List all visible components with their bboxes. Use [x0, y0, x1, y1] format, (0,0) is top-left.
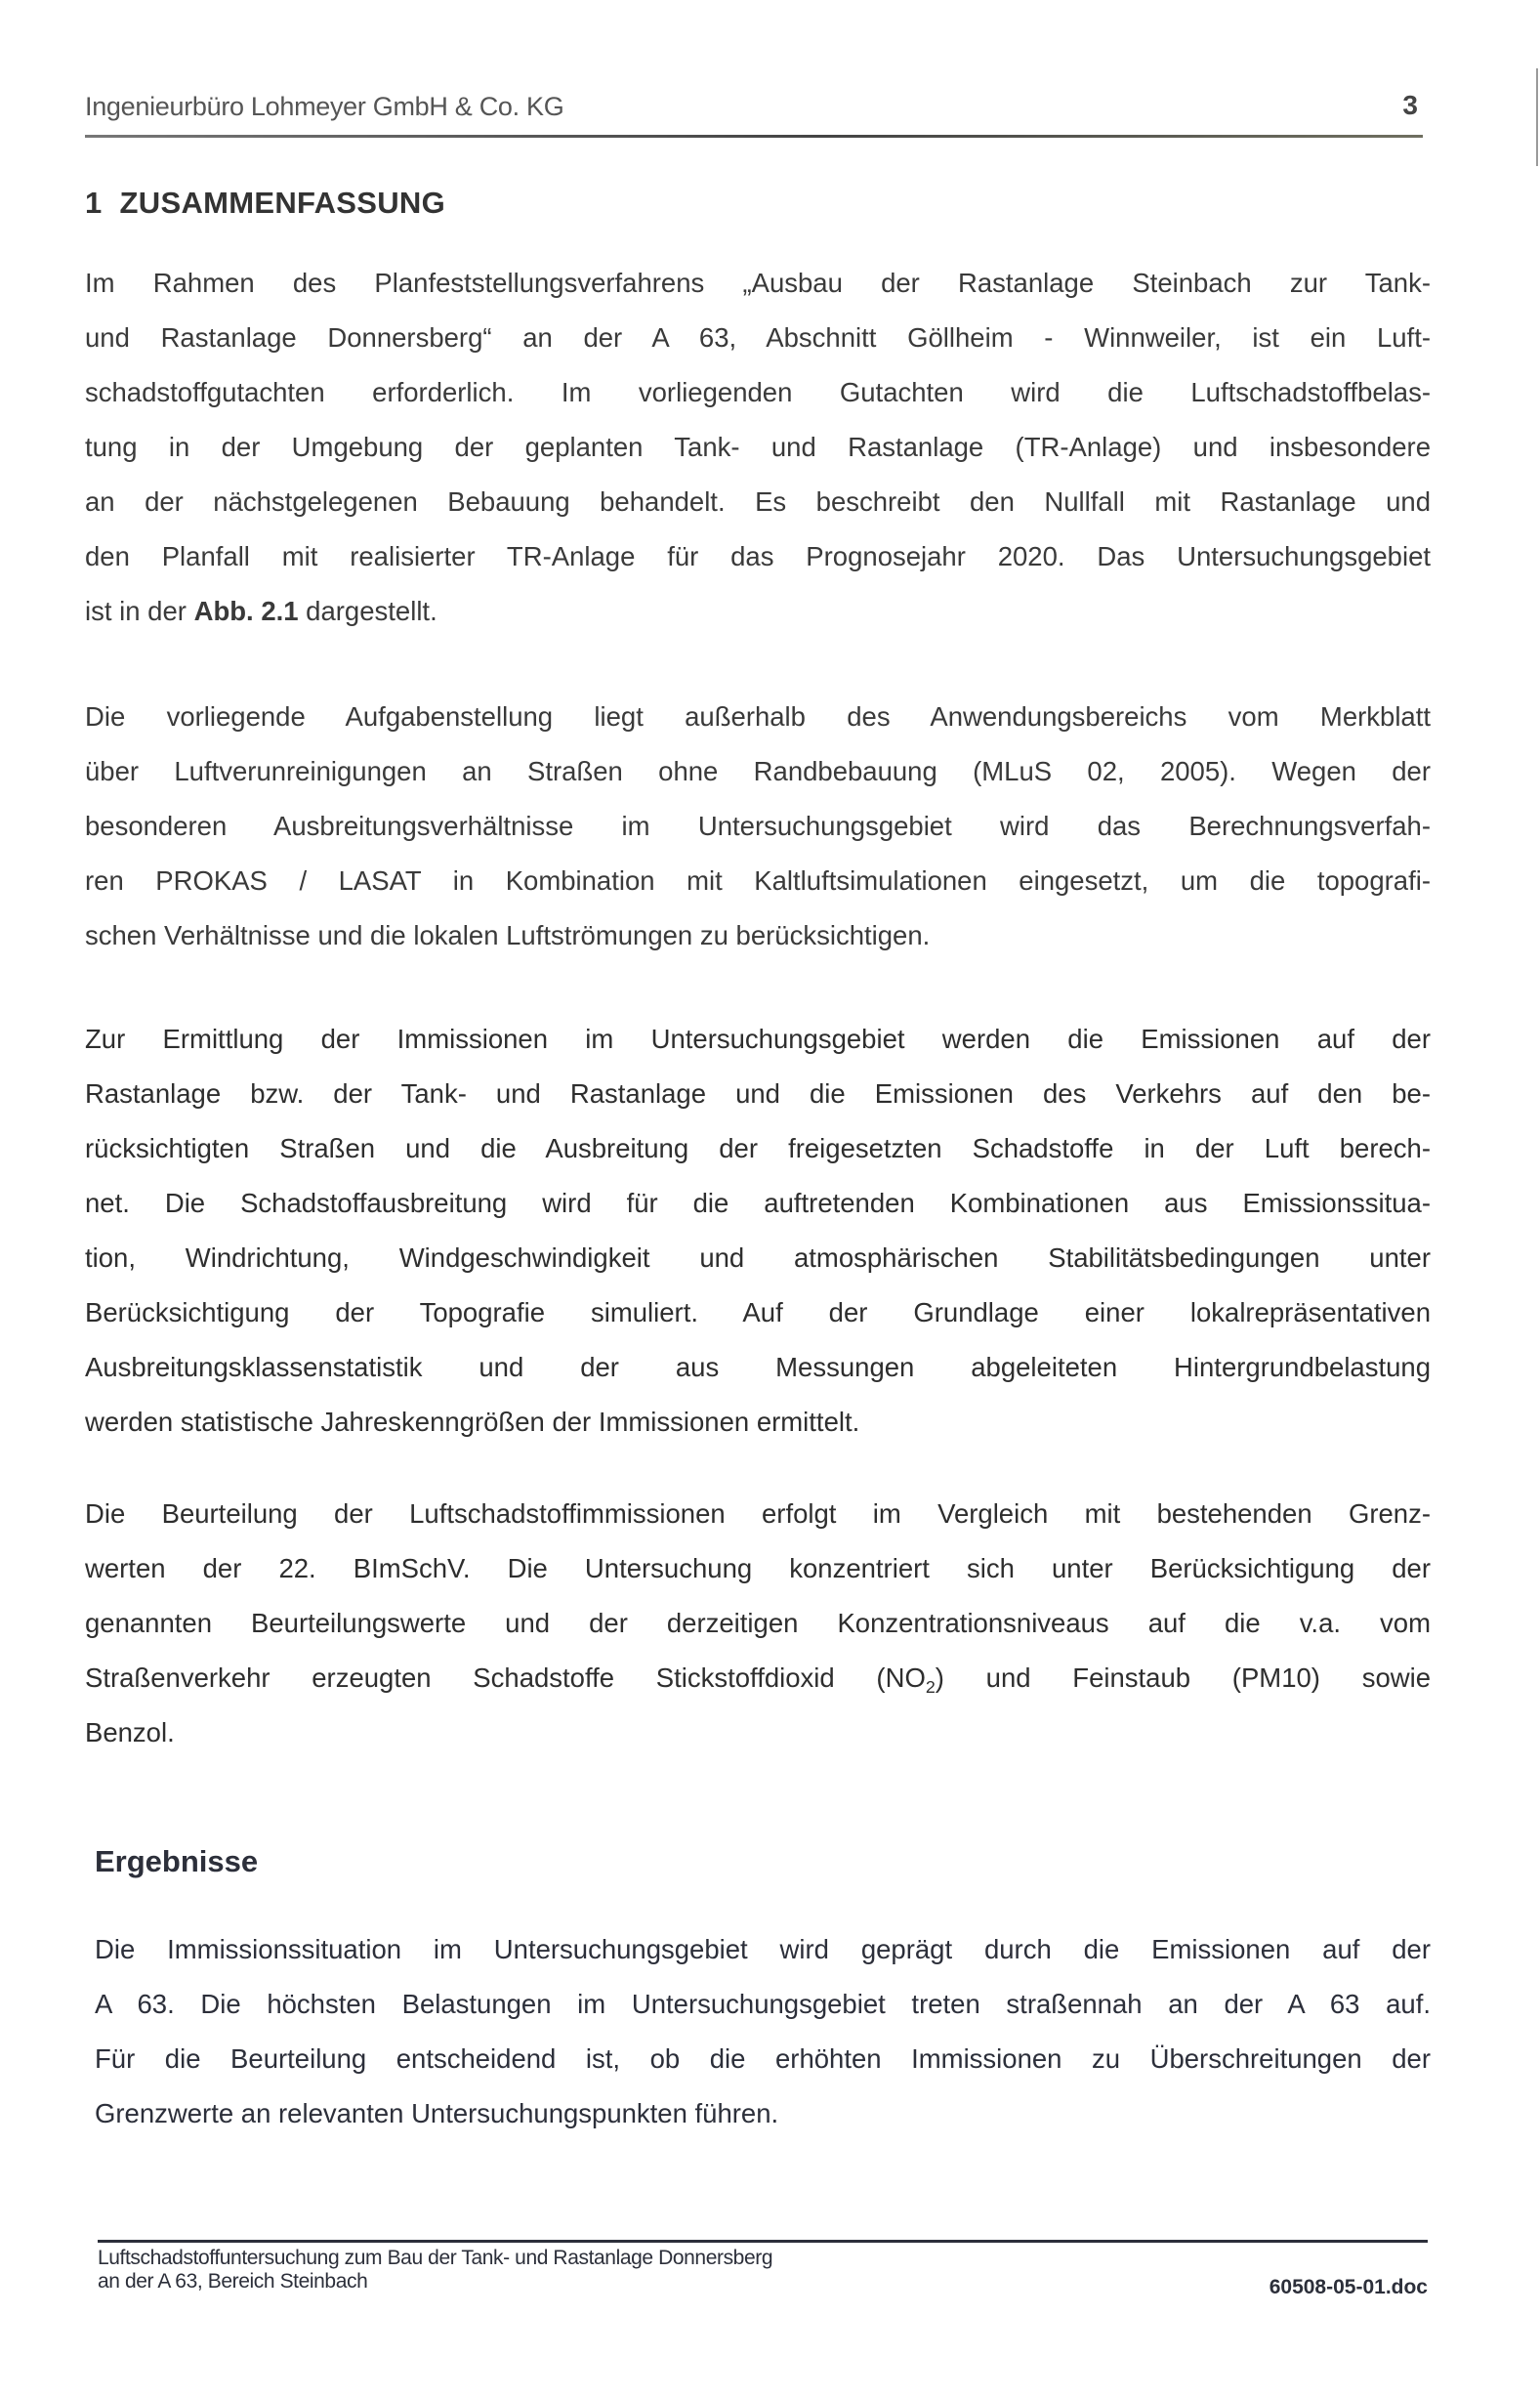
- page-edge-mark: [1536, 68, 1538, 166]
- page-header: [85, 92, 1423, 141]
- text-line: schen Verhältnisse und die lokalen Luftströmungen zu berücksichtigen.: [85, 920, 931, 950]
- section-heading: [85, 186, 445, 221]
- text-fragment: Straßenverkehr erzeugten Schadstoffe Stickstoffdioxid (NO: [85, 1662, 926, 1693]
- paragraph-results: [95, 1922, 1431, 2141]
- text-fragment: dargestellt.: [298, 596, 437, 626]
- text-line: tung in der Umgebung der geplanten Tank- und Rastanlage (TR-Anlage) und insbesondere: [85, 432, 1431, 462]
- text-line: den Planfall mit realisierter TR-Anlage für das Prognosejahr 2020. Das Untersuchungsgebiet: [85, 541, 1431, 571]
- text-line: A 63. Die höchsten Belastungen im Untersuchungsgebiet treten straßennah an der A 63 auf.: [95, 1989, 1431, 2019]
- text-line: Berücksichtigung der Topografie simuliert. Auf der Grundlage einer lokalrepräsentativen: [85, 1297, 1431, 1327]
- text-line: genannten Beurteilungswerte und der derzeitigen Konzentrationsniveaus auf die v.a. vom: [85, 1608, 1431, 1638]
- paragraph-assessment: [85, 1487, 1431, 1760]
- text-line: Die Immissionssituation im Untersuchungsgebiet wird geprägt durch die Emissionen auf der: [95, 1934, 1431, 1964]
- text-line: Die vorliegende Aufgabenstellung liegt außerhalb des Anwendungsbereichs vom Merkblatt: [85, 701, 1431, 732]
- text-line: Die Beurteilung der Luftschadstoffimmissionen erfolgt im Vergleich mit bestehenden Grenz-: [85, 1498, 1431, 1529]
- text-line: rücksichtigten Straßen und die Ausbreitung der freigesetzten Schadstoffe in der Luft berech-: [85, 1133, 1431, 1163]
- text-line: ren PROKAS / LASAT in Kombination mit Kaltluftsimulationen eingesetzt, um die topografi-: [85, 865, 1431, 896]
- footer-document-title: [98, 2247, 772, 2294]
- text-line: und Rastanlage Donnersberg“ an der A 63, Abschnitt Göllheim - Winnweiler, ist ein Luft-: [85, 322, 1431, 353]
- paragraph-introduction: [85, 256, 1431, 639]
- text-line: Für die Beurteilung entscheidend ist, ob die erhöhten Immissionen zu Überschreitungen der: [95, 2043, 1431, 2074]
- footer-title-line: Luftschadstoffuntersuchung zum Bau der Tank- und Rastanlage Donnersberg: [98, 2247, 773, 2269]
- page-number: 3: [1402, 90, 1418, 120]
- text-fragment: ) und Feinstaub (PM10) sowie: [935, 1662, 1431, 1693]
- text-line: Grenzwerte an relevanten Untersuchungspunkten führen.: [95, 2098, 779, 2128]
- text-line: Benzol.: [85, 1717, 175, 1747]
- text-line: an der nächstgelegenen Bebauung behandelt. Es beschreibt den Nullfall mit Rastanlage und: [85, 486, 1431, 517]
- text-line: Ausbreitungsklassenstatistik und der aus Messungen abgeleiteten Hintergrundbelastung: [85, 1352, 1431, 1382]
- text-line: Im Rahmen des Planfeststellungsverfahrens „Ausbau der Rastanlage Steinbach zur Tank-: [85, 268, 1431, 298]
- text-line: über Luftverunreinigungen an Straßen ohne Randbebauung (MLuS 02, 2005). Wegen der: [85, 756, 1431, 786]
- text-line: [85, 584, 1431, 639]
- footer-title-line: an der A 63, Bereich Steinbach: [98, 2270, 368, 2293]
- text-line: tion, Windrichtung, Windgeschwindigkeit und atmosphärischen Stabilitätsbedingungen unter: [85, 1242, 1431, 1273]
- chemical-subscript: 2: [925, 1677, 936, 1697]
- section-number: 1: [85, 186, 103, 220]
- header-company-name: Ingenieurbüro Lohmeyer GmbH & Co. KG: [85, 92, 564, 121]
- text-line: werten der 22. BImSchV. Die Untersuchung konzentriert sich unter Berücksichtigung der: [85, 1553, 1431, 1583]
- text-line: Zur Ermittlung der Immissionen im Untersuchungsgebiet werden die Emissionen auf der: [85, 1024, 1431, 1054]
- text-line: Rastanlage bzw. der Tank- und Rastanlage und die Emissionen des Verkehrs auf den be-: [85, 1078, 1431, 1109]
- text-line: [85, 1651, 1431, 1705]
- footer-rule: [98, 2240, 1428, 2243]
- text-line: net. Die Schadstoffausbreitung wird für die auftretenden Kombinationen aus Emissionssitua-: [85, 1188, 1431, 1218]
- figure-reference: Abb. 2.1: [193, 596, 299, 626]
- text-line: werden statistische Jahreskenngrößen der Immissionen ermittelt.: [85, 1407, 860, 1437]
- paragraph-calculation: [85, 1012, 1431, 1450]
- header-rule: [85, 135, 1423, 138]
- paragraph-methodology: [85, 690, 1431, 963]
- text-fragment: ist in der: [85, 596, 194, 626]
- text-line: besonderen Ausbreitungsverhältnisse im Untersuchungsgebiet wird das Berechnungsverfah-: [85, 811, 1431, 841]
- text-line: schadstoffgutachten erforderlich. Im vorliegenden Gutachten wird die Luftschadstoffbelas-: [85, 377, 1431, 407]
- results-heading: Ergebnisse: [95, 1844, 259, 1878]
- section-title: ZUSAMMENFASSUNG: [119, 186, 445, 220]
- footer-document-id: 60508-05-01.doc: [1269, 2276, 1428, 2298]
